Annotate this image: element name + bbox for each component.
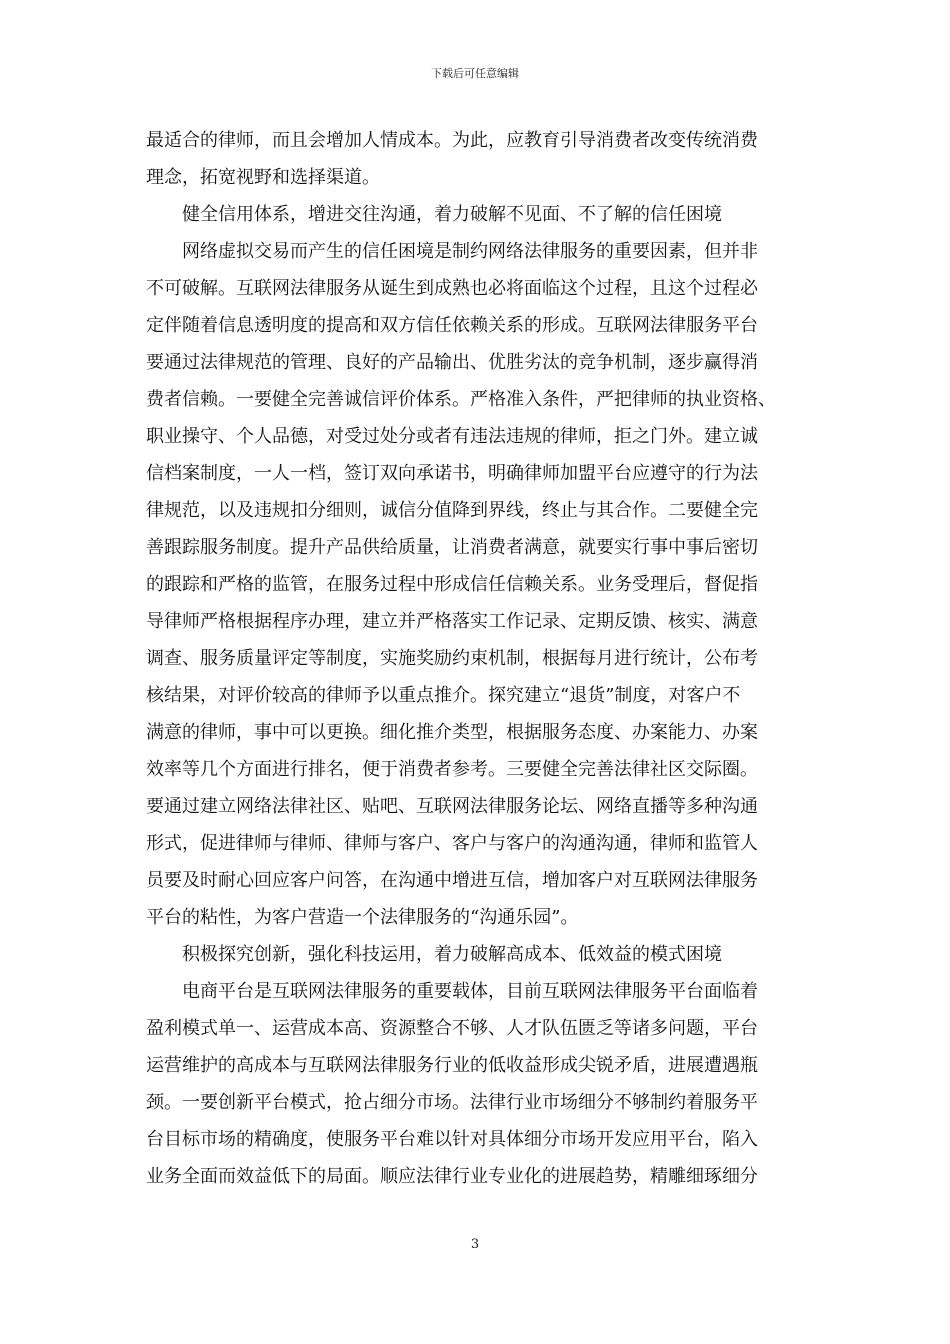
text-line: 效率等几个方面进行排名，便于消费者参考。三要健全完善法律社区交际圈。 <box>146 759 758 780</box>
text-line: 费者信赖。一要健全完善诚信评价体系。严格准入条件，严把律师的执业资格、 <box>146 389 776 410</box>
text-line: 核结果，对评价较高的律师予以重点推介。探究建立“退货”制度，对客户不 <box>146 685 741 706</box>
text-line: 善跟踪服务制度。提升产品供给质量，让消费者满意，就要实行事中事后密切 <box>146 537 758 558</box>
text-line: 理念，拓宽视野和选择渠道。 <box>146 167 380 188</box>
text-line: 业务全面而效益低下的局面。顺应法律行业专业化的进展趋势，精雕细琢细分 <box>146 1166 758 1187</box>
page-number: 3 <box>470 1237 480 1252</box>
section-heading: 积极探究创新，强化科技运用，着力破解高成本、低效益的模式困境 <box>182 944 722 965</box>
document-body <box>146 122 806 1195</box>
text-line: 形式，促进律师与律师、律师与客户、客户与客户的沟通沟通，律师和监管人 <box>146 833 758 854</box>
paragraph-first-line: 网络虚拟交易而产生的信任困境是制约网络法律服务的重要因素，但并非 <box>182 241 758 262</box>
paragraph-first-line: 电商平台是互联网法律服务的重要载体，目前互联网法律服务平台面临着 <box>182 981 758 1002</box>
text-line: 不可破解。互联网法律服务从诞生到成熟也必将面临这个过程，且这个过程必 <box>146 278 758 299</box>
text-line: 要通过法律规范的管理、良好的产品输出、优胜劣汰的竞争机制，逐步赢得消 <box>146 352 758 373</box>
text-line: 律规范，以及违规扣分细则，诚信分值降到界线，终止与其合作。二要健全完 <box>146 500 758 521</box>
text-line: 定伴随着信息透明度的提高和双方信任依赖关系的形成。互联网法律服务平台 <box>146 315 758 336</box>
text-line: 要通过建立网络法律社区、贴吧、互联网法律服务论坛、网络直播等多种沟通 <box>146 796 758 817</box>
text-line: 最适合的律师，而且会增加人情成本。为此，应教育引导消费者改变传统消费 <box>146 130 758 151</box>
text-line: 调查、服务质量评定等制度，实施奖励约束机制，根据每月进行统计，公布考 <box>146 648 758 669</box>
text-line: 的跟踪和严格的监管，在服务过程中形成信任信赖关系。业务受理后，督促指 <box>146 574 758 595</box>
text-line: 满意的律师，事中可以更换。细化推介类型，根据服务态度、办案能力、办案 <box>146 722 758 743</box>
section-heading: 健全信用体系，增进交往沟通，着力破解不见面、不了解的信任困境 <box>182 204 722 225</box>
text-line: 职业操守、个人品德，对受过处分或者有违法违规的律师，拒之门外。建立诚 <box>146 426 758 447</box>
text-line: 信档案制度，一人一档，签订双向承诺书，明确律师加盟平台应遵守的行为法 <box>146 463 758 484</box>
page-header: 下载后可任意编辑 <box>431 67 519 80</box>
text-line: 台目标市场的精确度，使服务平台难以针对具体细分市场开发应用平台，陷入 <box>146 1129 758 1150</box>
text-line: 导律师严格根据程序办理，建立并严格落实工作记录、定期反馈、核实、满意 <box>146 611 758 632</box>
text-line: 盈利模式单一、运营成本高、资源整合不够、人才队伍匮乏等诸多问题，平台 <box>146 1018 758 1039</box>
text-line: 平台的粘性，为客户营造一个法律服务的“沟通乐园”。 <box>146 907 579 928</box>
text-line: 运营维护的高成本与互联网法律服务行业的低收益形成尖锐矛盾，进展遭遇瓶 <box>146 1055 758 1076</box>
text-line: 颈。一要创新平台模式，抢占细分市场。法律行业市场细分不够制约着服务平 <box>146 1092 758 1113</box>
text-line: 员要及时耐心回应客户问答，在沟通中增进互信，增加客户对互联网法律服务 <box>146 870 758 891</box>
